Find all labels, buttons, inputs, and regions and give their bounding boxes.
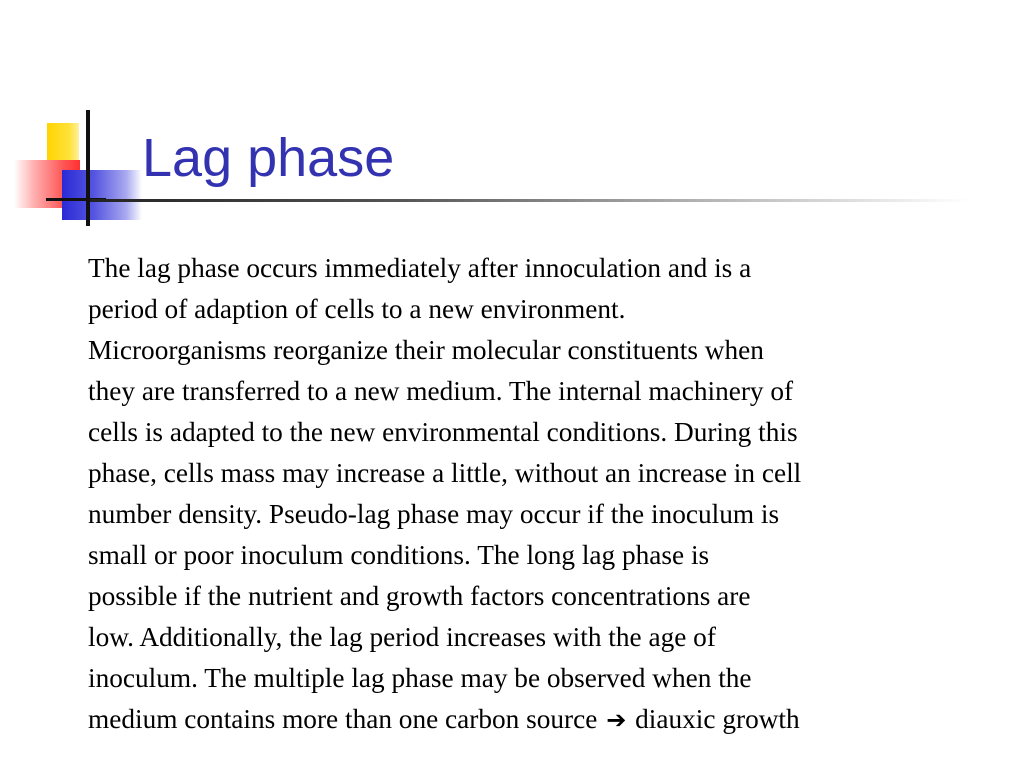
slide-body — [88, 248, 988, 741]
body-line: cells is adapted to the new environmental conditions. During this — [88, 417, 798, 447]
body-line: inoculum. The multiple lag phase may be observed when the — [88, 663, 752, 693]
body-line: Microorganisms reorganize their molecular constituents when — [88, 335, 764, 365]
slide-logo — [0, 0, 160, 240]
logo-yellow-square — [47, 123, 79, 163]
body-last-after-arrow: diauxic growth — [635, 704, 800, 734]
body-line: The lag phase occurs immediately after innoculation and is a — [88, 253, 752, 283]
body-line: they are transferred to a new medium. The internal machinery of — [88, 376, 794, 406]
logo-blue-square — [62, 170, 142, 220]
right-arrow-icon: ➔ — [606, 706, 627, 734]
body-line: number density. Pseudo-lag phase may occur if the inoculum is — [88, 499, 780, 529]
body-line: small or poor inoculum conditions. The long lag phase is — [88, 540, 710, 570]
title-underline — [90, 199, 970, 202]
body-line-last — [88, 699, 988, 741]
body-line: possible if the nutrient and growth factors concentrations are — [88, 581, 751, 611]
logo-vertical-line — [86, 110, 90, 226]
body-line: low. Additionally, the lag period increases with the age of — [88, 622, 716, 652]
body-last-before-arrow: medium contains more than one carbon source — [88, 704, 598, 734]
slide-title: Lag phase — [142, 128, 395, 188]
body-line: phase, cells mass may increase a little, without an increase in cell — [88, 458, 802, 488]
body-line: period of adaption of cells to a new environment. — [88, 294, 626, 324]
